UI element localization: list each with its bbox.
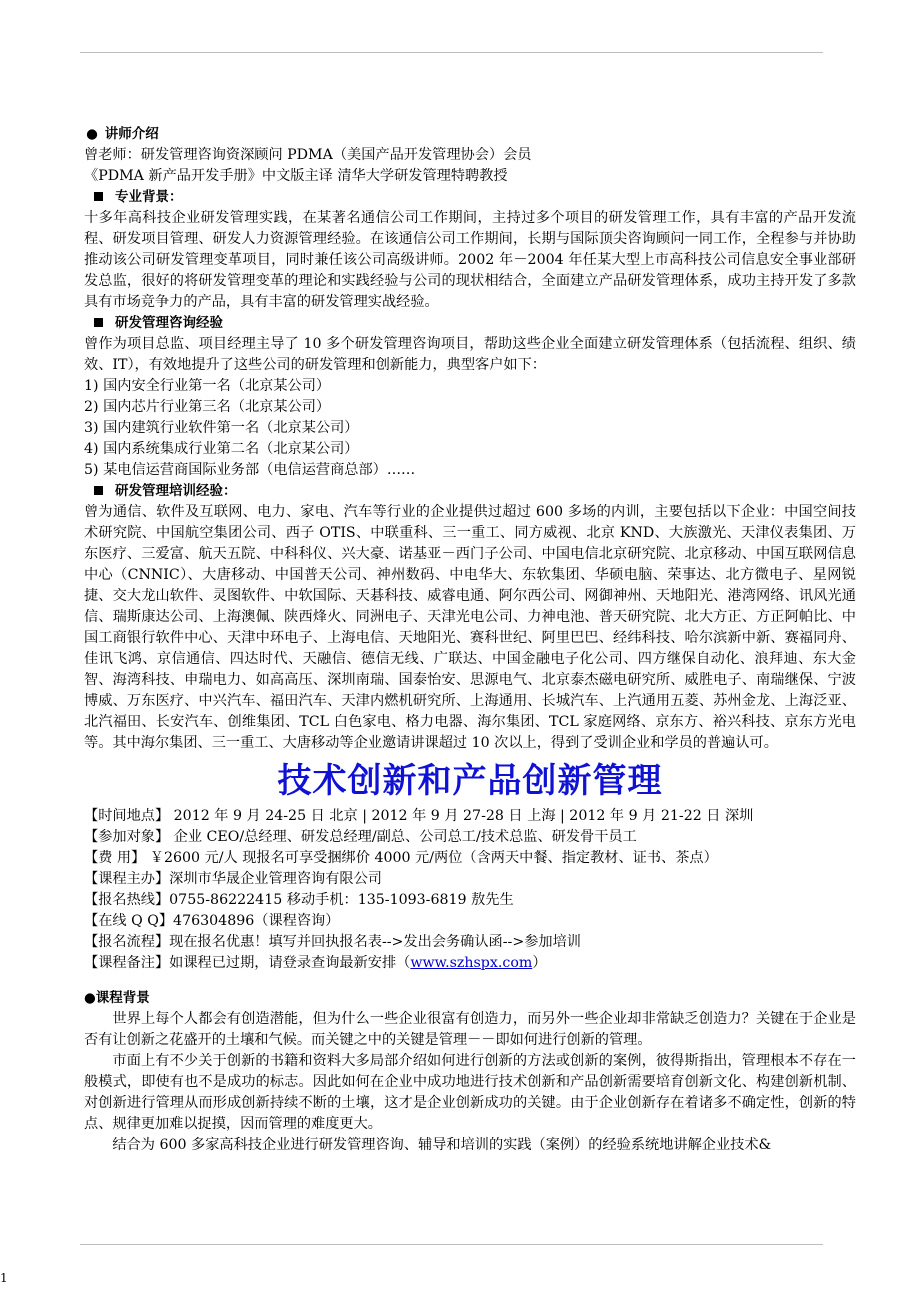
client-item: 1) 国内安全行业第一名（北京某公司） — [84, 378, 331, 394]
background-paragraph: 十多年高科技企业研发管理实践，在某著名通信公司工作期间，主持过多个项目的研发管理工作，具有丰富的产品开发流程、研发项目管理、研发人力资源管理经验。在该通信公司工作期间，长期与国际顶尖咨询顾问一同工作，全程参与并协助推动该公司研发管理变革项目，同时兼任该公司高级讲师。2002 年－2004 年任某大型上市高科技公司信息安全事业部研发总监，很好的将研发管理变革的理论和实践经验与公司的现状相结合，全面建立产品研发管理体系，成功主持开发了多款具有市场竞争力的产品，具有丰富的研发管理实战经验。 — [84, 210, 856, 310]
info-value: ￥2600 元/人 现报名可享受捆绑价 4000 元/两位（含两天中餐、指定教材、证书、茶点） — [145, 850, 718, 866]
client-item: 2) 国内芯片行业第三名（北京某公司） — [84, 399, 331, 415]
info-value: 476304896（课程咨询） — [173, 913, 340, 929]
info-process — [84, 932, 856, 953]
spacer — [84, 974, 856, 988]
client-item: 5) 某电信运营商国际业务部（电信运营商总部）…… — [84, 462, 416, 478]
info-value: 企业 CEO/总经理、研发总经理/副总、公司总工/技术总监、研发骨干员工 — [169, 829, 637, 845]
lecturer-heading-text: 讲师介绍 — [104, 126, 159, 142]
info-label: 【参加对象】 — [84, 829, 170, 845]
course-background-paragraph-2: 市面上有不少关于创新的书籍和资料大多局部介绍如何进行创新的方法或创新的案例，彼得斯指出，管理根本不存在一般模式，即使有也不是成功的标志。因此如何在企业中成功地进行技术创新和产品创新需要培育创新文化、构建创新机制、对创新进行管理从而形成创新持续不断的土壤，这才是企业创新成功的关键。由于企业创新存在着诸多不确定性，创新的特点、规律更加难以捉摸，因而管理的难度更大。 — [84, 1053, 856, 1132]
info-value: 0755-86222415 移动手机：135-1093-6819 敖先生 — [169, 892, 514, 908]
info-value-end: ） — [532, 955, 547, 971]
training-heading — [84, 481, 856, 502]
info-label: 【时间地点】 — [84, 808, 170, 824]
bullet-icon: ● — [86, 126, 98, 142]
info-audience — [84, 827, 856, 848]
course-background-paragraph-3: 结合为 600 多家高科技企业进行研发管理咨询、辅导和培训的实践（案例）的经验系统地讲解企业技术& — [112, 1137, 772, 1153]
info-value: 2012 年 9 月 24-25 日 北京 | 2012 年 9 月 27-28 日 上海 | 2012 年 9 月 21-22 日 深圳 — [169, 808, 754, 824]
course-background-paragraph-1: 世界上每个人都会有创造潜能，但为什么一些企业很富有创造力，而另外一些企业却非常缺乏创造力？关键在于企业是否有让创新之花盛开的土壤和气候。而关键之中的关键是管理－－即如何进行创新的管理。 — [84, 1011, 856, 1048]
info-time-place — [84, 806, 856, 827]
page-number: 1 — [0, 1271, 8, 1285]
lecturer-heading — [84, 124, 856, 145]
info-value: 如课程已过期，请登录查询最新安排（ — [169, 955, 411, 971]
course-background-heading: ●课程背景 — [84, 990, 150, 1006]
info-label: 【报名流程】 — [84, 934, 170, 950]
info-label: 【课程备注】 — [84, 955, 170, 971]
consulting-heading-text: 研发管理咨询经验 — [115, 315, 223, 331]
square-bullet-icon — [94, 318, 103, 327]
client-item: 4) 国内系统集成行业第二名（北京某公司） — [84, 441, 359, 457]
consulting-heading — [84, 313, 856, 334]
info-value: 现在报名优惠！填写并回执报名表-->发出会务确认函-->参加培训 — [169, 934, 581, 950]
square-bullet-icon — [94, 192, 103, 201]
info-fee — [84, 848, 856, 869]
info-organizer — [84, 869, 856, 890]
training-heading-text: 研发管理培训经验： — [115, 483, 237, 499]
bottom-rule — [80, 1244, 823, 1245]
lecturer-line-1: 曾老师：研发管理咨询资深顾问 PDMA（美国产品开发管理协会）会员 — [84, 147, 532, 163]
square-bullet-icon — [94, 486, 103, 495]
info-label: 【费 用】 — [84, 850, 146, 866]
info-label: 【报名热线】 — [84, 892, 170, 908]
info-label: 【课程主办】 — [84, 871, 170, 887]
top-rule — [80, 52, 823, 53]
info-hotline — [84, 890, 856, 911]
website-link[interactable]: www.szhspx.com — [410, 955, 533, 971]
info-note — [84, 953, 856, 974]
consulting-paragraph: 曾作为项目总监、项目经理主导了 10 多个研发管理咨询项目，帮助这些企业全面建立研发管理体系（包括流程、组织、绩效、IT），有效地提升了这些公司的研发管理和创新能力，典型客户如下： — [84, 336, 856, 373]
info-qq — [84, 911, 856, 932]
background-heading-text: 专业背景： — [115, 189, 183, 205]
client-item: 3) 国内建筑行业软件第一名（北京某公司） — [84, 420, 359, 436]
info-value: 深圳市华晟企业管理咨询有限公司 — [169, 871, 382, 887]
lecturer-line-2: 《PDMA 新产品开发手册》中文版主译 清华大学研发管理特聘教授 — [84, 168, 508, 184]
info-label: 【在线 Q Q】 — [84, 913, 174, 929]
training-paragraph: 曾为通信、软件及互联网、电力、家电、汽车等行业的企业提供过超过 600 多场的内训，主要包括以下企业：中国空间技术研究院、中国航空集团公司、西子 OTIS、中联重科、三一重工、同方威视、北京 KND、大族激光、天津仪表集团、万东医疗、三爱富、航天五院、中科科仪、兴大豪、诺基亚－西门子公司、中国电信北京研究院、北京移动、中国互联网信息中心（CNNIC）、大唐移动、中国普天公司、神州数码、中电华大、东软集团、华硕电脑、荣事达、北方微电子、星网锐捷、交大龙山软件、灵图软件、中软国际、天碁科技、威睿电通、阿尔西公司、网御神州、天地阳光、港湾网络、讯风光通信、瑞斯康达公司、上海澳佩、陕西烽火、同洲电子、天津光电公司、力神电池、普天研究院、北大方正、方正阿帕比、中国工商银行软件中心、天津中环电子、上海电信、天地阳光、赛科世纪、阿里巴巴、经纬科技、哈尔滨新中新、赛福同舟、佳讯飞鸿、京信通信、四达时代、天融信、德信无线、广联达、中国金融电子化公司、四方继保自动化、浪拜迪、东大金智、海湾科技、申瑞电力、如高高压、深圳南瑞、国泰怡安、思源电气、北京泰杰磁电研究所、威胜电子、南瑞继保、宁波博威、万东医疗、中兴汽车、福田汽车、天津内燃机研究所、上海通用、长城汽车、上汽通用五菱、苏州金龙、上海泛亚、北汽福田、长安汽车、创维集团、TCL 白色家电、格力电器、海尔集团、TCL 家庭网络、京东方、裕兴科技、京东方光电等。其中海尔集团、三一重工、大唐移动等企业邀请讲课超过 10 次以上，得到了受训企业和学员的普遍认可。 — [84, 504, 856, 751]
course-title: 技术创新和产品创新管理 — [277, 761, 663, 801]
document-body — [84, 124, 856, 1156]
background-heading — [84, 187, 856, 208]
